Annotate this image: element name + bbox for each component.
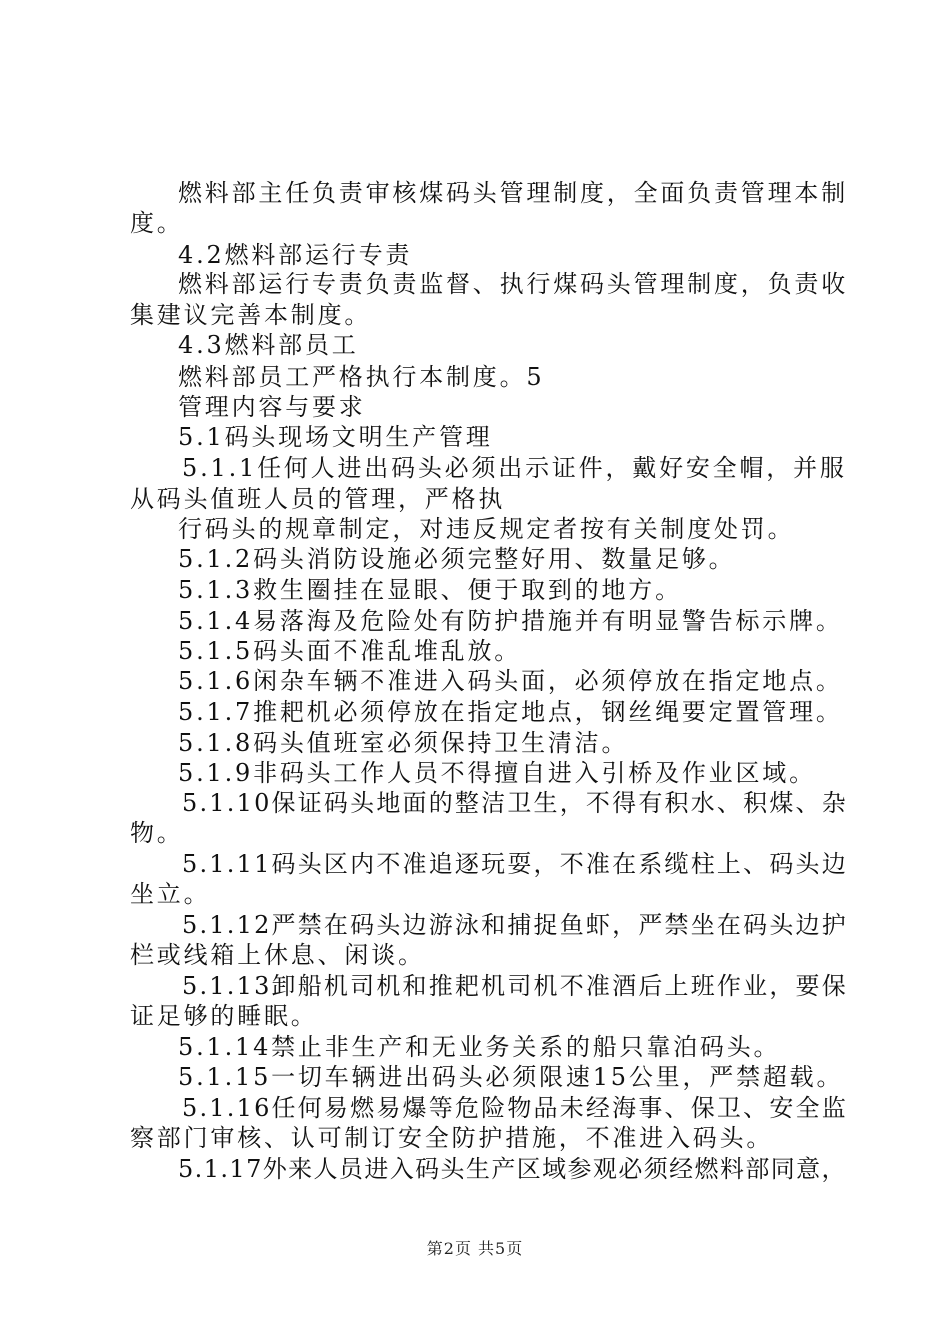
text-line: 察部门审核、认可制订安全防护措施，不准进入码头。 [130, 1124, 774, 1152]
text-line: 证足够的睡眠。 [130, 1002, 318, 1030]
text-line: 从码头值班人员的管理，严格执 [130, 485, 506, 513]
text-line: 5.1.8码头值班室必须保持卫生清洁。 [178, 729, 629, 757]
text-line: 5.1.11码头区内不准追逐玩耍，不准在系缆柱上、码头边 [182, 850, 848, 878]
text-line: 5.1.7推耙机必须停放在指定地点，钢丝绳要定置管理。 [178, 698, 843, 726]
text-line: 行码头的规章制定，对违反规定者按有关制度处罚。 [178, 515, 795, 543]
text-line: 5.1.5码头面不准乱堆乱放。 [178, 637, 522, 665]
text-line: 5.1.10保证码头地面的整洁卫生，不得有积水、积煤、杂 [182, 789, 848, 817]
text-line: 燃料部主任负责审核煤码头管理制度，全面负责管理本制 [178, 179, 848, 207]
text-line: 5.1.6闲杂车辆不准进入码头面，必须停放在指定地点。 [178, 667, 843, 695]
text-line: 集建议完善本制度。 [130, 301, 372, 329]
text-line: 燃料部员工严格执行本制度。5 [178, 363, 545, 391]
text-line: 管理内容与要求 [178, 393, 366, 421]
text-line: 栏或线箱上休息、闲谈。 [130, 941, 425, 969]
text-line: 5.1.3救生圈挂在显眼、便于取到的地方。 [178, 576, 682, 604]
text-line: 物。 [130, 819, 184, 847]
text-line: 5.1.13卸船机司机和推耙机司机不准酒后上班作业，要保 [182, 972, 848, 1000]
text-line: 坐立。 [130, 880, 211, 908]
text-line: 4.2燃料部运行专责 [178, 241, 413, 269]
text-line: 5.1.2码头消防设施必须完整好用、数量足够。 [178, 545, 736, 573]
text-line: 5.1.9非码头工作人员不得擅自进入引桥及作业区域。 [178, 759, 816, 787]
text-line: 5.1码头现场文明生产管理 [178, 423, 493, 451]
text-line: 5.1.15一切车辆进出码头必须限速15公里，严禁超载。 [178, 1063, 844, 1091]
text-line: 5.1.17外来人员进入码头生产区域参观必须经燃料部同意， [178, 1155, 847, 1183]
text-line: 5.1.14禁止非生产和无业务关系的船只靠泊码头。 [178, 1033, 781, 1061]
text-line: 5.1.12严禁在码头边游泳和捕捉鱼虾，严禁坐在码头边护 [182, 911, 848, 939]
text-line: 5.1.1任何人进出码头必须出示证件，戴好安全帽，并服 [182, 454, 847, 482]
text-line: 燃料部运行专责负责监督、执行煤码头管理制度，负责收 [178, 270, 848, 298]
text-line: 4.3燃料部员工 [178, 331, 359, 359]
page-footer: 第2页 共5页 [426, 1239, 524, 1258]
text-line: 度。 [130, 209, 184, 237]
text-line: 5.1.16任何易燃易爆等危险物品未经海事、保卫、安全监 [182, 1094, 848, 1122]
text-line: 5.1.4易落海及危险处有防护措施并有明显警告标示牌。 [178, 607, 843, 635]
